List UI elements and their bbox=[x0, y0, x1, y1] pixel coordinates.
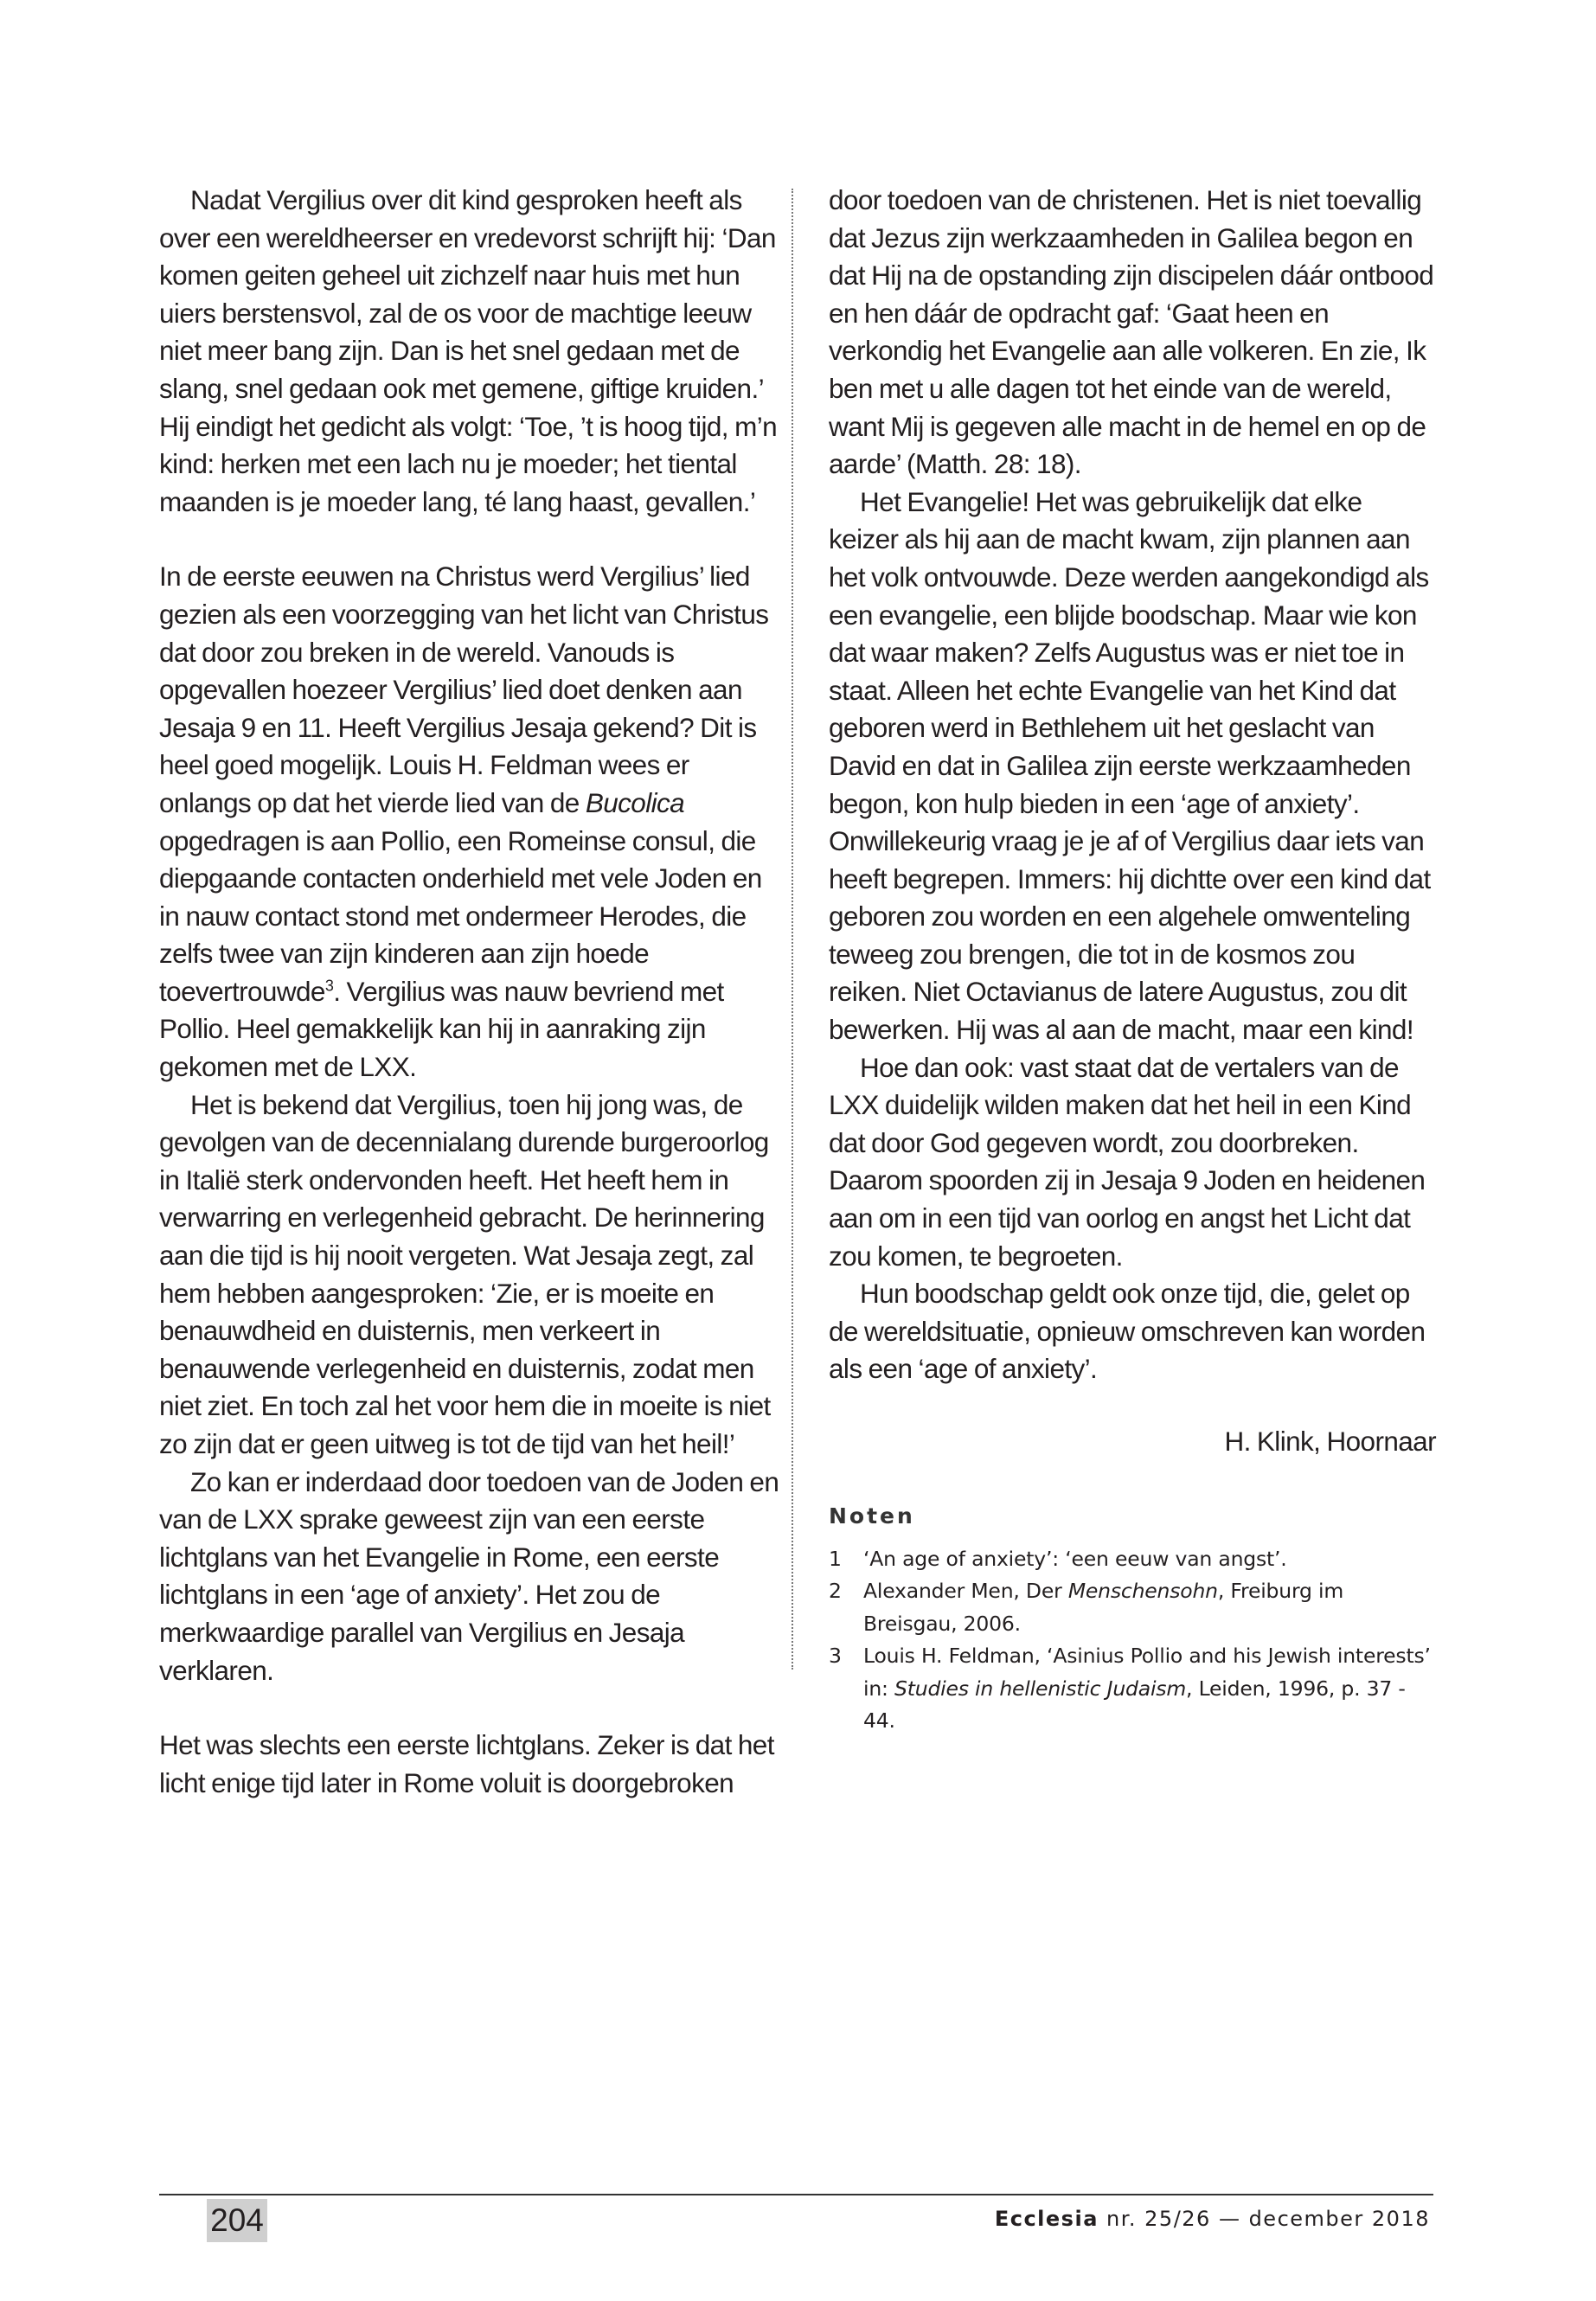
paragraph: Hun boodschap geldt ook onze tijd, die, gelet op de wereldsituatie, opnieuw omschreven kan worden als een ‘age of anxiety’. bbox=[829, 1278, 1426, 1385]
right-column bbox=[829, 182, 1436, 1738]
note-italic: Studies in hellenistic Judaism bbox=[894, 1676, 1187, 1701]
note-italic: Menschensohn bbox=[1067, 1579, 1218, 1604]
note-number: 3 bbox=[829, 1644, 842, 1669]
paragraph: Zo kan er inderdaad door toedoen van de Joden en van de LXX sprake geweest zijn van een eerste lichtglans van het Evangelie in Rome, een eerste lichtglans in een ‘age of anxiety’. Het zou de merkwaardige parallel van Vergilius en Jesaja verklaren. bbox=[159, 1465, 779, 1686]
note-item bbox=[829, 1543, 1436, 1576]
note-text: Louis H. Feldman, ‘Asinius Pollio and his Jewish interests’ in: bbox=[863, 1644, 1431, 1701]
footnote-ref: 3 bbox=[324, 977, 334, 995]
paragraph: Het Evangelie! Het was gebruikelijk dat elke keizer als hij aan de macht kwam, zijn plannen aan het volk ontvouwde. Deze werden aangekondigd als een evangelie, een blijde boodschap. Maar wie kon dat waar maken? Zelfs Augustus was er niet toe in staat. Alleen het echte Evangelie van het Kind dat geboren werd in Bethlehem uit het geslacht van David en dat in Galilea zijn eerste werkzaamheden begon, kon hulp bieden in een ‘age of anxiety’. Onwillekeurig vraag je je af of Vergilius daar iets van heeft begrepen. Immers: hij dichtte over een kind dat geboren zou worden en een algehele omwenteling teweeg zou brengen, die tot in de kosmos zou reiken. Niet Octavianus de latere Augustus, zou dit bewerken. Hij was al aan de macht, maar een kind! bbox=[829, 485, 1431, 1046]
paragraph: Het was slechts een eerste lichtglans. Zeker is dat het licht enige tijd later in Rome voluit is doorgebroken bbox=[159, 1729, 774, 1798]
note-item bbox=[829, 1575, 1436, 1640]
column-divider bbox=[792, 189, 793, 1670]
paragraph: Hoe dan ook: vast staat dat de vertalers van de LXX duidelijk wilden maken dat het heil in een Kind dat door God gegeven wordt, zou doorbreken. Daarom spoorden zij in Jesaja 9 Joden en heidenen aan om in een tijd van oorlog en angst het Licht dat zou komen, te begroeten. bbox=[829, 1051, 1426, 1272]
text-run: . Vergilius was nauw bevriend met Pollio. Heel gemakkelijk kan hij in aanraking zijn gekomen met de LXX. bbox=[159, 975, 724, 1083]
author-signature: H. Klink, Hoornaar bbox=[1224, 1426, 1436, 1457]
paragraph: Het is bekend dat Vergilius, toen hij jong was, de gevolgen van de decennialang durende burgeroorlog in Italië sterk ondervonden heeft. Het heeft hem in verwarring en verlegenheid gebracht. De herinnering aan die tijd is hij nooit vergeten. Wat Jesaja zegt, zal hem hebben aangesproken: ‘Zie, er is moeite en benauwdheid en duisternis, men verkeert in benauwende verlegenheid en duisternis, zodat men niet ziet. En toch zal het voor hem die in moeite is niet zo zijn dat er geen uitweg is tot de tijd van het heil!’ bbox=[159, 1088, 771, 1459]
journal-info bbox=[995, 2204, 1430, 2234]
text-run: opgedragen is aan Pollio, een Romeinse consul, die diepgaande contacten onderhield met vele Joden en in nauw contact stond met ondermeer Herodes, die zelfs twee van zijn kinderen aan zijn hoede toevertrouwde bbox=[159, 824, 762, 1007]
note-number: 2 bbox=[829, 1579, 842, 1604]
note-text: , Freiburg im Breisgau, 2006. bbox=[863, 1579, 1344, 1636]
note-text: Alexander Men, Der bbox=[863, 1579, 1068, 1604]
note-text: ‘An age of anxiety’: ‘een eeuw van angst’. bbox=[863, 1546, 1287, 1571]
note-number: 1 bbox=[829, 1546, 842, 1571]
note-item bbox=[829, 1640, 1436, 1738]
italic-title: Bucolica bbox=[585, 786, 685, 818]
journal-name: Ecclesia bbox=[994, 2207, 1099, 2231]
paragraph: Nadat Vergilius over dit kind gesproken heeft als over een wereldheerser en vredevorst schrijft hij: ‘Dan komen geiten geheel uit zichzelf naar huis met hun uiers berstensvol, zal de os voor de machtige leeuw niet meer bang zijn. Dan is het snel gedaan met de slang, snel gedaan ook met gemene, giftige kruiden.’ Hij eindigt het gedicht als volgt: ‘Toe, ’t is hoog tijd, m’n kind: herken met een lach nu je moeder; het tiental maanden is je moeder lang, té lang haast, gevallen.’ bbox=[159, 184, 778, 517]
page-number: 204 bbox=[207, 2199, 267, 2242]
footer-rule bbox=[159, 2194, 1433, 2195]
left-column bbox=[159, 182, 786, 1802]
paragraph bbox=[159, 558, 786, 1086]
text-run: In de eerste eeuwen na Christus werd Vergilius’ lied gezien als een voorzegging van het licht van Christus dat door zou breken in de wereld. Vanouds is opgevallen hoezeer Vergilius’ lied doet denken aan Jesaja 9 en 11. Heeft Vergilius Jesaja gekend? Dit is heel goed mogelijk. Louis H. Feldman wees er onlangs op dat het vierde lied van de bbox=[159, 561, 769, 818]
notes-section bbox=[829, 1502, 1436, 1738]
note-text: , Leiden, 1996, p. 37 - 44. bbox=[863, 1676, 1406, 1734]
paragraph: door toedoen van de christenen. Het is niet toevallig dat Jezus zijn werkzaamheden in Galilea begon en dat Hij na de opstanding zijn discipelen dáár ontbood en hen dáár de opdracht gaf: ‘Gaat heen en verkondig het Evangelie aan alle volkeren. En zie, Ik ben met u alle dagen tot het einde van de wereld, want Mij is gegeven alle macht in de hemel en op de aarde’ (Matth. 28: 18). bbox=[829, 184, 1434, 480]
journal-issue: nr. 25/26 — december 2018 bbox=[1098, 2207, 1430, 2231]
notes-title: Noten bbox=[829, 1503, 915, 1529]
